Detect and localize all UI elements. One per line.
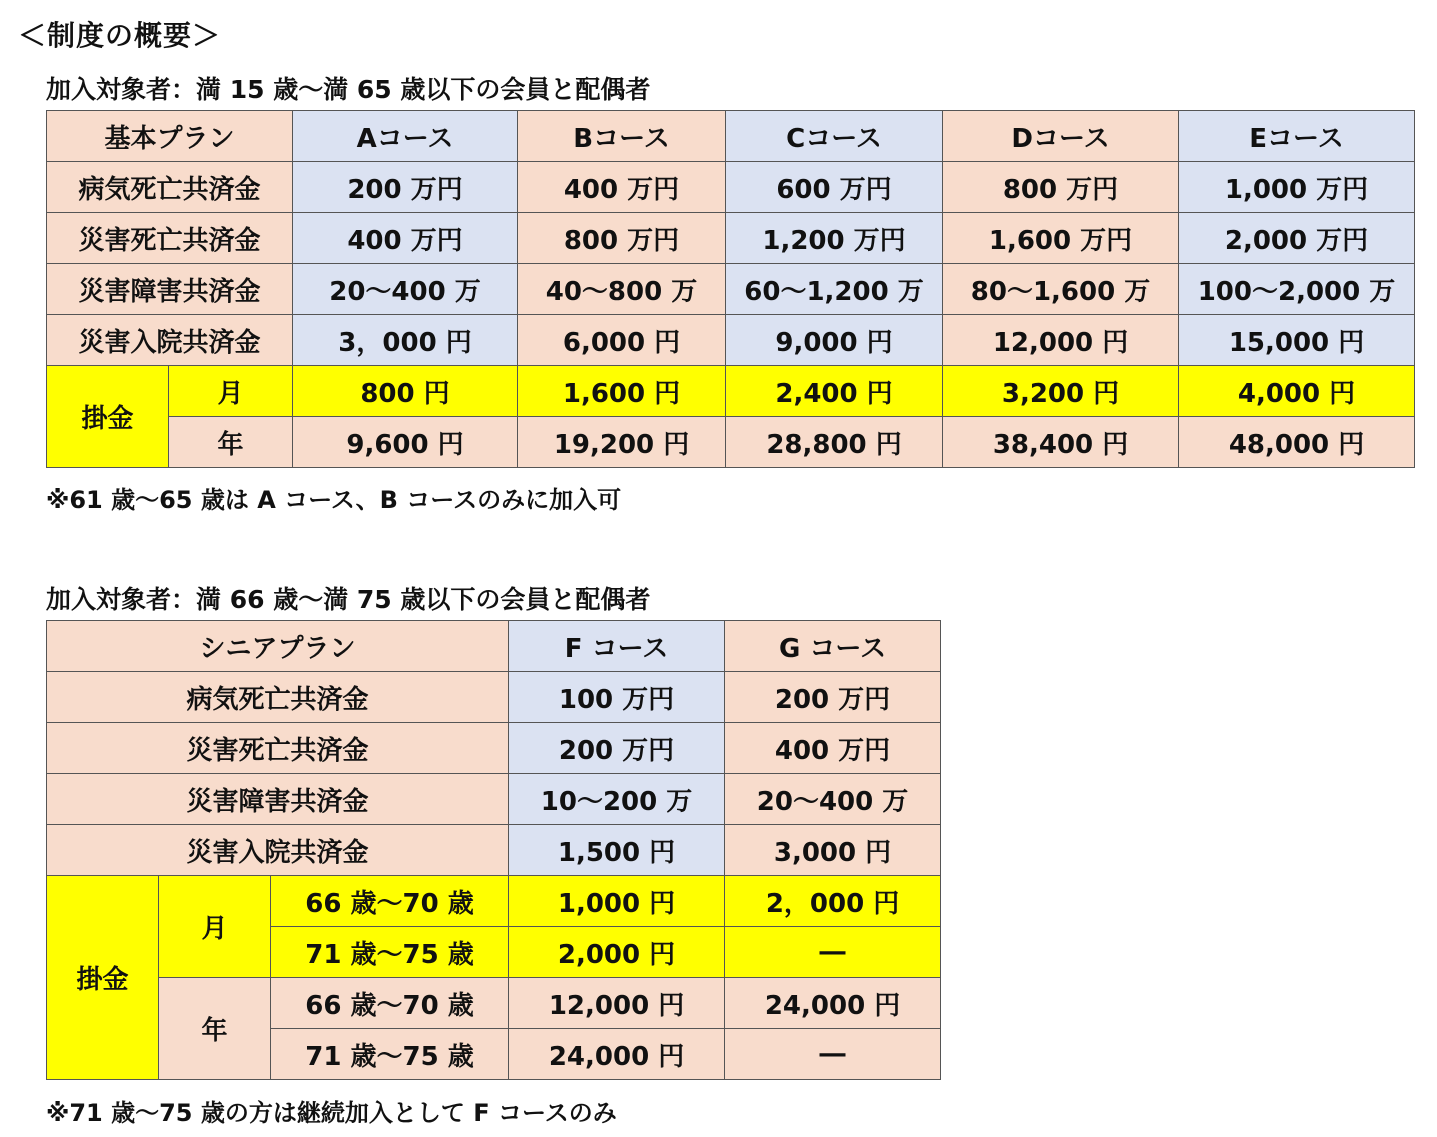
row-label: 災害入院共済金 [47, 825, 509, 876]
cell-value: 100～2,000 万 [1179, 264, 1415, 315]
cell-value: 12,000 円 [943, 315, 1179, 366]
cell-value: 80～1,600 万 [943, 264, 1179, 315]
cell-value: 9,600 円 [293, 417, 518, 468]
row-label: 災害入院共済金 [47, 315, 293, 366]
course-e-header: Eコース [1179, 111, 1415, 162]
cell-value: 2,400 円 [726, 366, 943, 417]
age-range-label: 71 歳～75 歳 [271, 1029, 509, 1080]
cell-value: 3，000 円 [293, 315, 518, 366]
age-range-label: 66 歳～70 歳 [271, 978, 509, 1029]
cell-value: 1,000 万円 [1179, 162, 1415, 213]
row-label: 病気死亡共済金 [47, 162, 293, 213]
premium-yearly-row [47, 978, 941, 1029]
premium-label: 掛金 [47, 876, 159, 1080]
cell-value: 48,000 円 [1179, 417, 1415, 468]
age-range-label: 66 歳～70 歳 [271, 876, 509, 927]
yearly-label: 年 [169, 417, 293, 468]
cell-value: 24,000 円 [509, 1029, 725, 1080]
cell-value: 6,000 円 [518, 315, 726, 366]
cell-value: 200 万円 [293, 162, 518, 213]
cell-value: 38,400 円 [943, 417, 1179, 468]
yearly-label: 年 [159, 978, 271, 1080]
row-label: 災害死亡共済金 [47, 723, 509, 774]
cell-value: 1,600 円 [518, 366, 726, 417]
cell-value: ― [725, 927, 941, 978]
premium-label: 掛金 [47, 366, 169, 468]
course-a-header: Aコース [293, 111, 518, 162]
cell-value: 15,000 円 [1179, 315, 1415, 366]
cell-value: 200 万円 [509, 723, 725, 774]
section2-subtitle: 加入対象者：満 66 歳～満 75 歳以下の会員と配偶者 [46, 585, 651, 614]
row-label: 災害障害共済金 [47, 264, 293, 315]
cell-value: 4,000 円 [1179, 366, 1415, 417]
course-f-header: F コース [509, 621, 725, 672]
table-row [47, 162, 1415, 213]
table-row [47, 825, 941, 876]
course-g-header: G コース [725, 621, 941, 672]
table-row [47, 774, 941, 825]
course-b-header: Bコース [518, 111, 726, 162]
cell-value: 400 万円 [293, 213, 518, 264]
cell-value: 2,000 万円 [1179, 213, 1415, 264]
cell-value: 9,000 円 [726, 315, 943, 366]
cell-value: 2，000 円 [725, 876, 941, 927]
cell-value: 800 円 [293, 366, 518, 417]
course-d-header: Dコース [943, 111, 1179, 162]
cell-value: 1,600 万円 [943, 213, 1179, 264]
table-row [47, 672, 941, 723]
row-label: 災害障害共済金 [47, 774, 509, 825]
plan-name-header: シニアプラン [47, 621, 509, 672]
plan-name-header: 基本プラン [47, 111, 293, 162]
section1-note: ※61 歳～65 歳は A コース、B コースのみに加入可 [46, 486, 622, 514]
cell-value: 20～400 万 [725, 774, 941, 825]
table-header-row [47, 621, 941, 672]
cell-value: 400 万円 [518, 162, 726, 213]
cell-value: 28,800 円 [726, 417, 943, 468]
course-c-header: Cコース [726, 111, 943, 162]
table-row [47, 723, 941, 774]
premium-monthly-row [47, 876, 941, 927]
cell-value: 19,200 円 [518, 417, 726, 468]
cell-value: 20～400 万 [293, 264, 518, 315]
cell-value: 600 万円 [726, 162, 943, 213]
cell-value: 1,500 円 [509, 825, 725, 876]
table-header-row [47, 111, 1415, 162]
cell-value: 10～200 万 [509, 774, 725, 825]
monthly-label: 月 [169, 366, 293, 417]
monthly-label: 月 [159, 876, 271, 978]
cell-value: 200 万円 [725, 672, 941, 723]
senior-plan-table [46, 620, 941, 1080]
cell-value: 2,000 円 [509, 927, 725, 978]
table-row [47, 213, 1415, 264]
row-label: 災害死亡共済金 [47, 213, 293, 264]
table-row [47, 264, 1415, 315]
cell-value: 12,000 円 [509, 978, 725, 1029]
table-row [47, 315, 1415, 366]
premium-monthly-row [47, 366, 1415, 417]
premium-yearly-row [47, 417, 1415, 468]
cell-value: 24,000 円 [725, 978, 941, 1029]
cell-value: 100 万円 [509, 672, 725, 723]
cell-value: 800 万円 [943, 162, 1179, 213]
cell-value: 3,200 円 [943, 366, 1179, 417]
page-heading: ＜制度の概要＞ [18, 19, 222, 52]
cell-value: ― [725, 1029, 941, 1080]
cell-value: 60～1,200 万 [726, 264, 943, 315]
cell-value: 40～800 万 [518, 264, 726, 315]
section2-note: ※71 歳～75 歳の方は継続加入として F コースのみ [46, 1099, 617, 1127]
cell-value: 1,200 万円 [726, 213, 943, 264]
basic-plan-table [46, 110, 1415, 468]
row-label: 病気死亡共済金 [47, 672, 509, 723]
age-range-label: 71 歳～75 歳 [271, 927, 509, 978]
cell-value: 400 万円 [725, 723, 941, 774]
section1-subtitle: 加入対象者：満 15 歳～満 65 歳以下の会員と配偶者 [46, 75, 651, 104]
cell-value: 800 万円 [518, 213, 726, 264]
cell-value: 1,000 円 [509, 876, 725, 927]
cell-value: 3,000 円 [725, 825, 941, 876]
